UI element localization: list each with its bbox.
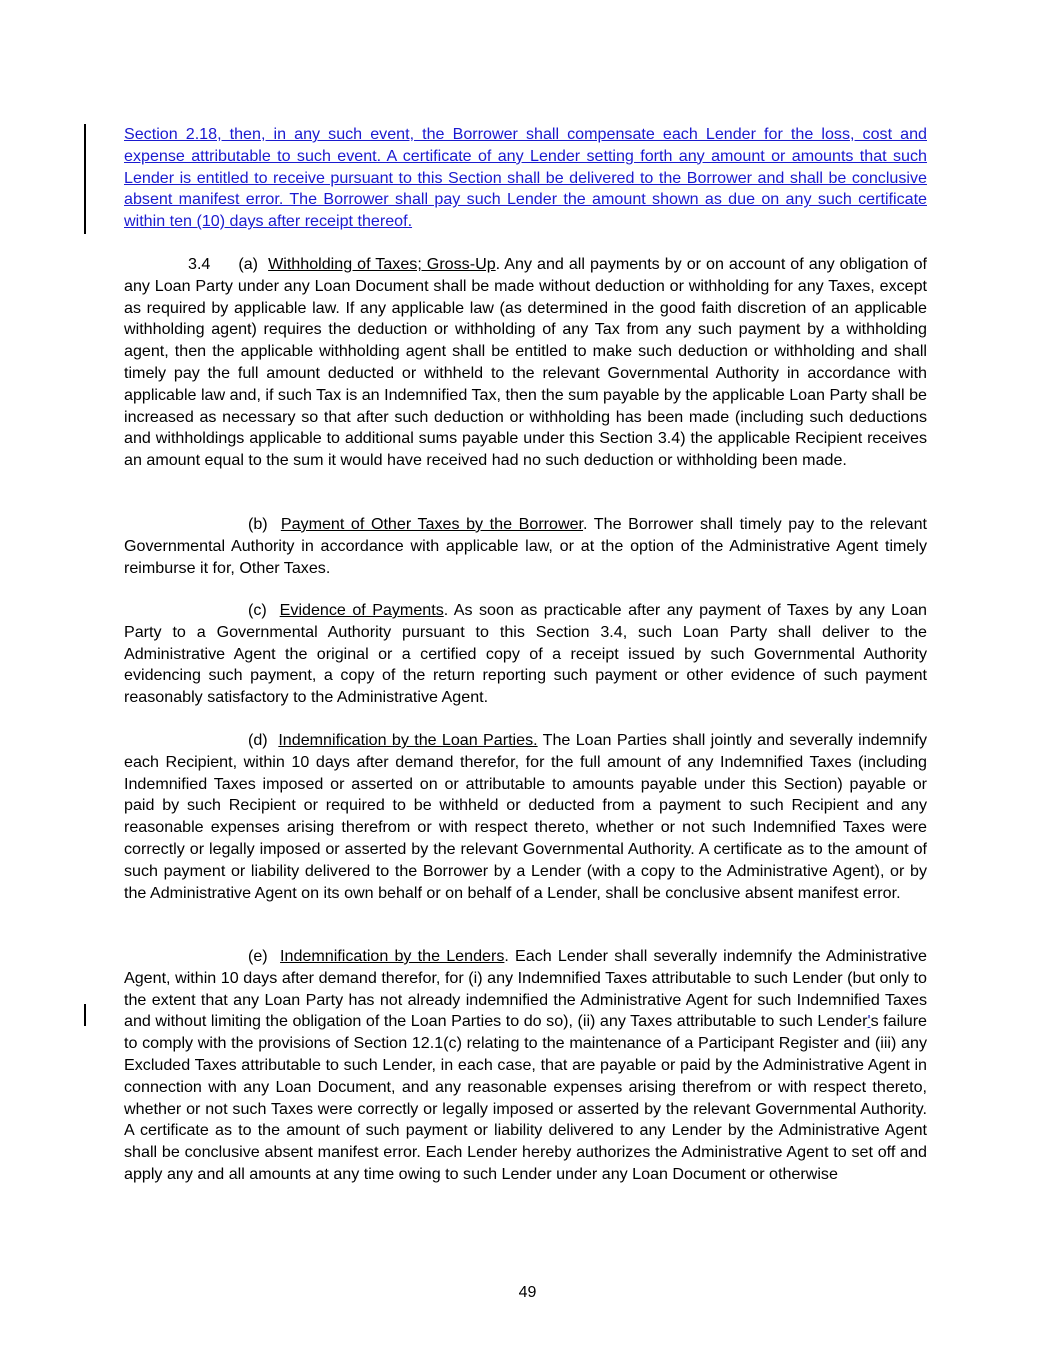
paragraph-3-4-d: [124, 730, 927, 904]
clause-body: The Loan Parties shall jointly and severally indemnify each Recipient, within 10 days after demand therefor, for the full amount of any Indemnified Taxes (including Indemnified Taxes imposed or asserted on or attributable to amounts payable under this Section) payable or paid by such Recipient or required to be withheld or deducted from a payment to such Recipient and any reasonable expenses arising therefrom or with respect thereto, whether or not such Indemnified Taxes were correctly or legally imposed or asserted by the relevant Governmental Authority. A certificate as to the amount of such payment or liability delivered to the Borrower by a Lender (with a copy to the Administrative Agent), or by the Administrative Agent on its own behalf or on behalf of a Lender, shall be conclusive absent manifest error.: [124, 731, 927, 902]
clause-label: (a): [238, 255, 259, 273]
clause-label: (b): [248, 515, 268, 533]
section-number: 3.4: [188, 255, 211, 273]
clause-heading: Indemnification by the Lenders: [280, 947, 505, 965]
paragraph-3-4-a: [124, 254, 927, 472]
clause-body: . As soon as practicable after any payment of Taxes by any Loan Party to a Governmental Authority pursuant to this Section 3.4, such Loan Party shall deliver to the Administrative Agent the original or a certified copy of a receipt issued by such Governmental Authority evidencing such payment, a copy of the return reporting such payment or other evidence of such payment reasonably satisfactory to the Administrative Agent.: [124, 601, 927, 707]
clause-heading: Withholding of Taxes; Gross-Up: [268, 255, 496, 273]
revision-change-bar: [84, 124, 86, 234]
clause-heading: Payment of Other Taxes by the Borrower: [280, 515, 584, 533]
clause-body: . Each Lender shall severally indemnify the Administrative Agent, within 10 days after demand therefor, for (i) any Indemnified Taxes attributable to such Lender (but only to the extent that any Loan Party has not already indemnified the Administrative Agent for such Indemnified Taxes and without limiting the obligation of the Loan Parties to do so), (ii) any Taxes attributable to such Lender: [124, 947, 927, 1031]
clause-body: . Any and all payments by or on account of any obligation of any Loan Party under any Loan Document shall be made without deduction or withholding for any Taxes, except as required by applicable law. If any applicable law (as determined in the good faith discretion of an applicable withholding agent) requires the deduction or withholding of any Tax from any such payment by a withholding agent, then the applicable withholding agent shall be entitled to make such deduction or withholding and shall timely pay the full amount deducted or withheld to the relevant Governmental Authority in accordance with applicable law and, if such Tax is an Indemnified Tax, then the sum payable by the applicable Loan Party shall be increased as necessary so that after such deduction or withholding has been made (including such deductions and withholdings applicable to additional sums payable under this Section 3.4) the applicable Recipient receives an amount equal to the sum it would have received had no such deduction or withholding been made.: [124, 255, 928, 470]
clause-heading: Evidence of Payments: [279, 601, 444, 619]
clause-label: (d): [248, 731, 268, 749]
clause-heading: Indemnification by the Loan Parties.: [278, 731, 538, 749]
page-number: 49: [518, 1284, 537, 1301]
clause-body-continued: s failure to comply with the provisions of Section 12.1(c) relating to the maintenance of a Participant Register and (iii) any Excluded Taxes attributable to such Lender, in each case, that are payable or paid by the Administrative Agent in connection with any Loan Document, and any reasonable expenses arising therefrom or with respect thereto, whether or not such Taxes were correctly or legally imposed or asserted by the relevant Governmental Authority. A certificate as to the amount of such payment or liability delivered to any Lender by the Administrative Agent shall be conclusive absent manifest error. Each Lender hereby authorizes the Administrative Agent to set off and apply any and all amounts at any time owing to such Lender under any Loan Document or otherwise: [124, 1012, 927, 1183]
revised-text: Section 2.18, then, in any such event, the Borrower shall compensate each Lender for the loss, cost and expense attributable to such event. A certificate of any Lender setting forth any amount or amounts that such Lender is entitled to receive pursuant to this Section shall be delivered to the Borrower and shall be conclusive absent manifest error. The Borrower shall pay such Lender the amount shown as due on any such certificate within ten (10) days after receipt thereof.: [124, 125, 927, 231]
revised-apostrophe: ': [867, 1012, 871, 1031]
paragraph-3-4-c: [124, 600, 927, 709]
paragraph-3-4-b: [124, 514, 927, 579]
clause-label: (e): [248, 947, 268, 965]
clause-body: . The Borrower shall timely pay to the relevant Governmental Authority in accordance with applicable law, or at the option of the Administrative Agent timely reimburse it for, Other Taxes.: [124, 515, 927, 577]
paragraph-section-2-18-continuation: [124, 124, 927, 233]
clause-label: (c): [248, 601, 267, 619]
paragraph-3-4-e: [124, 946, 927, 1186]
revision-change-bar: [84, 1004, 86, 1026]
